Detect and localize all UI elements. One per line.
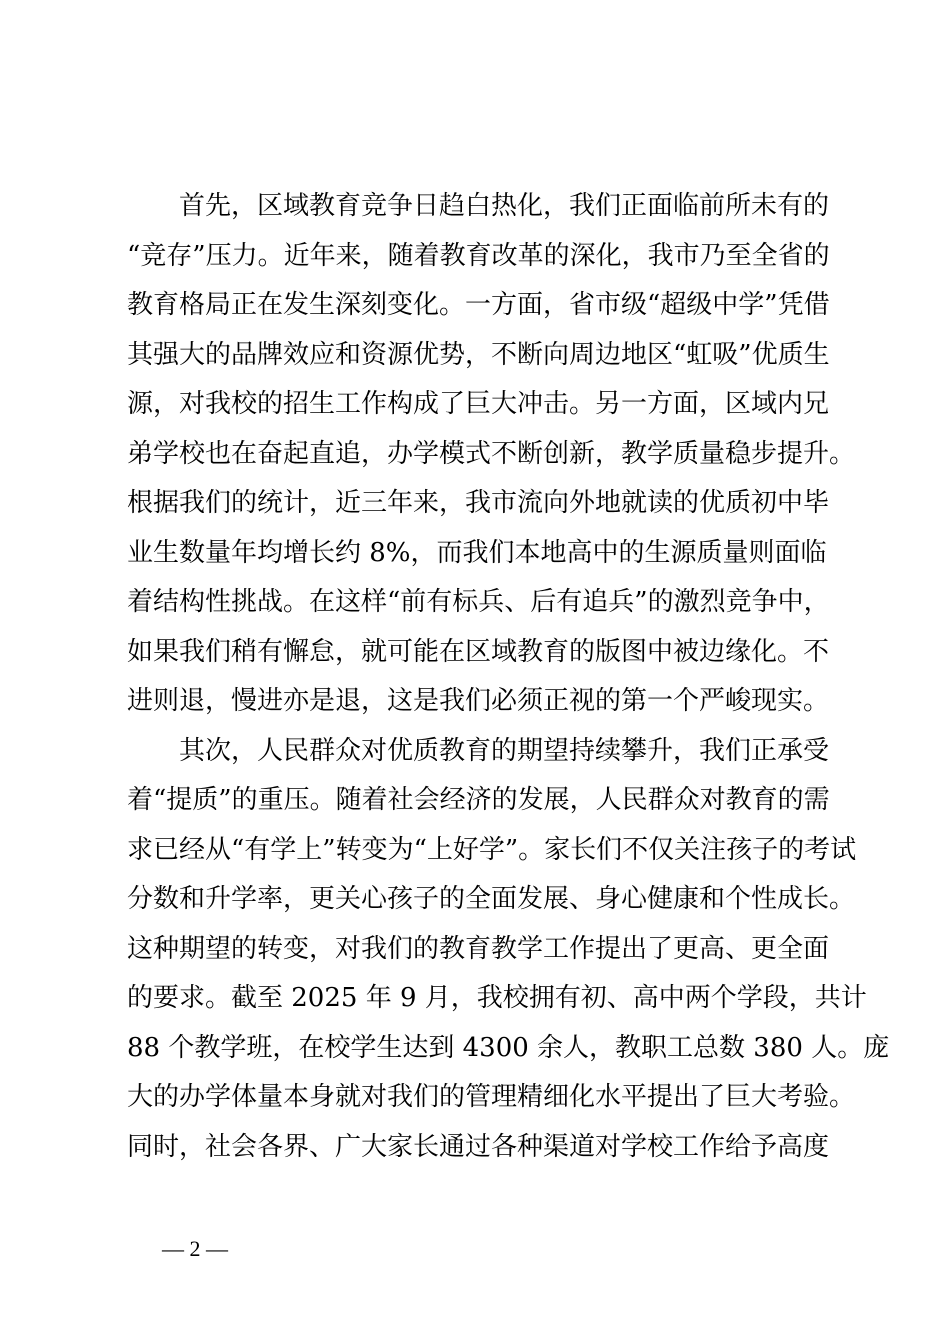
text-line: “竞存”压力。近年来，随着教育改革的深化，我市乃至全省的 xyxy=(127,240,830,271)
text-line: 其强大的品牌效应和资源优势，不断向周边地区“虹吸”优质生 xyxy=(127,339,830,370)
text-line: 业生数量年均增长约 8%，而我们本地高中的生源质量则面临 xyxy=(127,537,827,568)
text-line: 教育格局正在发生深刻变化。一方面，省市级“超级中学”凭借 xyxy=(127,290,830,320)
text-line: 源，对我校的招生工作构成了巨大冲击。另一方面，区域内兄 xyxy=(127,389,830,419)
text-line: 着“提质”的重压。随着社会经济的发展，人民群众对教育的需 xyxy=(127,785,830,815)
text-line: 大的办学体量本身就对我们的管理精细化水平提出了巨大考验。 xyxy=(127,1082,856,1112)
text-line: 分数和升学率，更关心孩子的全面发展、身心健康和个性成长。 xyxy=(127,884,856,914)
paragraph-2 xyxy=(127,727,890,1173)
text-line: 如果我们稍有懈怠，就可能在区域教育的版图中被边缘化。不 xyxy=(127,636,830,667)
text-line: 同时，社会各界、广大家长通过各种渠道对学校工作给予高度 xyxy=(127,1131,830,1162)
text-line: 着结构性挑战。在这样“前有标兵、后有追兵”的激烈竞争中， xyxy=(127,587,830,617)
text-line: 88 个教学班，在校学生达到 4300 余人，教职工总数 380 人。庞 xyxy=(127,1032,890,1063)
page-number: — 2 — xyxy=(162,1236,228,1261)
document-body xyxy=(127,182,890,1172)
text-line: 其次，人民群众对优质教育的期望持续攀升，我们正承受 xyxy=(179,735,830,766)
text-line: 弟学校也在奋起直追，办学模式不断创新，教学质量稳步提升。 xyxy=(127,438,856,469)
paragraph-1 xyxy=(127,182,856,727)
text-line: 的要求。截至 2025 年 9 月，我校拥有初、高中两个学段，共计 xyxy=(127,983,867,1013)
text-line: 这种期望的转变，对我们的教育教学工作提出了更高、更全面 xyxy=(127,933,830,964)
text-line: 求已经从“有学上”转变为“上好学”。家长们不仅关注孩子的考试 xyxy=(127,834,857,865)
text-line: 根据我们的统计，近三年来，我市流向外地就读的优质初中毕 xyxy=(127,488,830,518)
text-line: 进则退，慢进亦是退，这是我们必须正视的第一个严峻现实。 xyxy=(127,686,830,716)
text-line: 首先，区域教育竞争日趋白热化，我们正面临前所未有的 xyxy=(179,191,830,221)
